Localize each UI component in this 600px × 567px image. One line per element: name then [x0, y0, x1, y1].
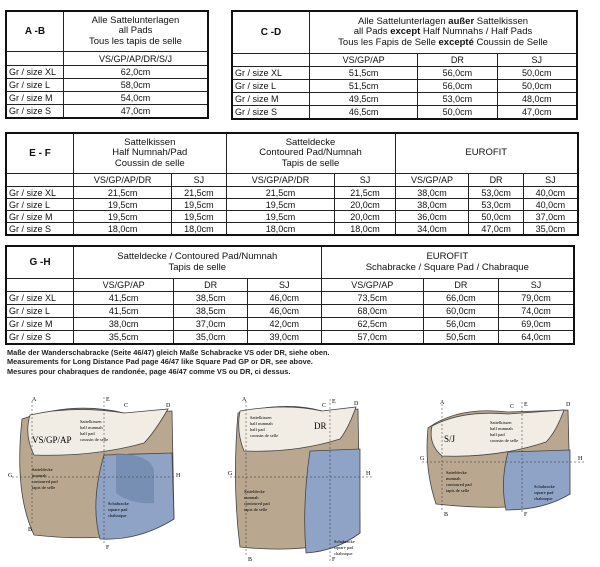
diagram-letter: A — [32, 397, 37, 403]
table-ab-header-line: Alle Sattelunterlagen — [91, 14, 180, 26]
size-label: Gr / size M — [7, 318, 74, 331]
value-cell: 68,0cm — [321, 305, 423, 318]
size-label: Gr / size M — [7, 92, 64, 105]
value-cell: 47,0cm — [64, 105, 208, 118]
group-line: EUROFIT — [426, 251, 469, 262]
table-cd-label: C -D — [233, 12, 310, 54]
value-cell: 38,0cm — [395, 199, 469, 211]
value-cell: 47,0cm — [497, 106, 576, 119]
diagram-letter: D — [354, 401, 359, 407]
size-label: Gr / size M — [7, 211, 74, 223]
contoured-pad-label: tapis de selle — [244, 507, 268, 512]
diagram-letter: F — [332, 557, 336, 563]
half-pad-label: Sattelkissen — [80, 419, 102, 424]
value-cell: 40,0cm — [523, 199, 577, 211]
contoured-pad-label: contoured pad — [446, 482, 472, 487]
half-pad-label: coussin de selle — [80, 437, 109, 442]
square-pad-label: chabraque — [334, 551, 353, 556]
group-line: Satteldecke — [285, 136, 336, 148]
contoured-pad-label: Satteldecke — [446, 470, 467, 475]
value-cell: 19,5cm — [74, 211, 172, 223]
table-gh-label: G -H — [7, 247, 74, 279]
group-line: Schabracke / Square Pad / Chabraque — [365, 261, 529, 273]
table-ab-header-line: all Pads — [118, 25, 153, 37]
value-cell: 46,5cm — [310, 106, 418, 119]
table-gh-group-header — [321, 247, 573, 279]
value-cell: 19,5cm — [172, 199, 226, 211]
diagram-letter: C — [322, 403, 327, 409]
value-cell: 20,0cm — [335, 211, 395, 223]
contoured-pad-label: numnah — [244, 495, 259, 500]
size-label: Gr / size L — [7, 199, 74, 211]
value-cell: 69,0cm — [498, 318, 573, 331]
value-cell: 62,5cm — [321, 318, 423, 331]
value-cell: 51,5cm — [310, 80, 418, 93]
table-ab-col: VS/GP/AP/DR/S/J — [64, 52, 208, 66]
value-cell: 53,0cm — [418, 93, 497, 106]
square-pad-label: chabraque — [534, 496, 553, 501]
table-cd-header — [310, 12, 577, 54]
value-cell: 37,0cm — [174, 318, 248, 331]
half-pad-label: half numnah — [490, 426, 513, 431]
col-header: VS/GP/AP — [395, 174, 469, 187]
square-pad-label: square pad — [334, 545, 354, 550]
value-cell: 18,0cm — [335, 223, 395, 235]
value-cell: 18,0cm — [74, 223, 172, 235]
diagram-letter: D — [566, 402, 571, 408]
table-ef-label: E - F — [7, 134, 74, 174]
value-cell: 38,0cm — [74, 318, 174, 331]
half-pad-label: coussin de selle — [250, 433, 279, 438]
half-pad-label: Sattelkissen — [250, 415, 272, 420]
value-cell: 54,0cm — [64, 92, 208, 105]
header-text: Sattelkissen — [474, 15, 529, 27]
header-bold: außer — [448, 15, 475, 27]
col-header: SJ — [523, 174, 577, 187]
square-pad-label: Schabracke — [108, 501, 129, 506]
square-pad-blue-shape — [305, 449, 360, 553]
table-gh-group-header — [74, 247, 322, 279]
diagram-letter: E — [106, 397, 110, 403]
diagram-letter: A — [440, 400, 445, 406]
value-cell: 38,5cm — [174, 305, 248, 318]
value-cell: 46,0cm — [247, 305, 321, 318]
size-label: Gr / size S — [233, 106, 310, 119]
value-cell: 41,5cm — [74, 292, 174, 305]
value-cell: 36,0cm — [395, 211, 469, 223]
value-cell: 50,5cm — [423, 331, 498, 344]
value-cell: 46,0cm — [247, 292, 321, 305]
half-pad-label: coussin de selle — [490, 438, 519, 443]
table-ef-group-header — [74, 134, 227, 174]
diagram-letter: G — [228, 471, 233, 477]
value-cell: 19,5cm — [226, 211, 335, 223]
table-ab-label: A -B — [7, 12, 64, 52]
value-cell: 21,5cm — [74, 187, 172, 199]
diagram-letter: B — [444, 512, 449, 518]
diagram-letter: F — [524, 512, 528, 518]
contoured-pad-label: tapis de selle — [446, 488, 470, 493]
table-ab-header-line: Tous les tapis de selle — [89, 35, 182, 47]
value-cell: 19,5cm — [172, 211, 226, 223]
group-line: Sattelkissen — [124, 136, 176, 148]
group-line: Tapis de selle — [281, 157, 340, 169]
table-ab-header — [64, 12, 208, 52]
value-cell: 34,0cm — [395, 223, 469, 235]
value-cell: 18,0cm — [172, 223, 226, 235]
value-cell: 53,0cm — [469, 199, 523, 211]
header-bold: except — [390, 26, 421, 38]
col-header: SJ — [498, 279, 573, 292]
value-cell: 56,0cm — [418, 67, 497, 80]
pad-model-title: S/J — [444, 434, 456, 444]
size-label: Gr / size L — [233, 80, 310, 93]
value-cell: 21,5cm — [172, 187, 226, 199]
square-pad-label: Schabracke — [334, 539, 355, 544]
diagram-letter: D — [166, 403, 171, 409]
half-pad-label: half numnah — [250, 421, 273, 426]
diagram-letter: H — [176, 473, 180, 479]
col-header: VS/GP/AP — [321, 279, 423, 292]
pad-diagram-sj — [418, 398, 588, 518]
size-label: Gr / size M — [233, 93, 310, 106]
diagram-letter: A — [242, 397, 247, 403]
value-cell: 40,0cm — [523, 187, 577, 199]
size-label: Gr / size XL — [7, 187, 74, 199]
value-cell: 20,0cm — [335, 199, 395, 211]
table-ef-group-header — [395, 134, 578, 174]
contoured-pad-label: numnah — [32, 473, 47, 478]
group-line: Satteldecke / Contoured Pad/Numnah — [117, 251, 278, 262]
table-gh — [6, 246, 574, 344]
group-line: EUROFIT — [465, 147, 508, 159]
value-cell: 38,0cm — [395, 187, 469, 199]
value-cell: 64,0cm — [498, 331, 573, 344]
size-label: Gr / size XL — [7, 66, 64, 79]
header-bold: excepté — [438, 36, 474, 48]
value-cell: 50,0cm — [497, 80, 576, 93]
value-cell: 35,0cm — [523, 223, 577, 235]
size-label: Gr / size S — [7, 223, 74, 235]
half-pad-label: half numnah — [80, 425, 103, 430]
size-label: Gr / size S — [7, 105, 64, 118]
col-header: VS/GP/AP — [74, 279, 174, 292]
diagram-letter: H — [366, 471, 371, 477]
value-cell: 38,5cm — [174, 292, 248, 305]
header-text: Alle Sattelunterlagen — [357, 15, 449, 27]
value-cell: 39,0cm — [247, 331, 321, 344]
value-cell: 62,0cm — [64, 66, 208, 79]
half-pad-label: half pad — [250, 427, 265, 432]
contoured-pad-label: Satteldecke — [32, 467, 53, 472]
square-pad-label: square pad — [534, 490, 554, 495]
table-cd — [232, 11, 577, 119]
value-cell: 19,5cm — [74, 199, 172, 211]
col-header: SJ — [247, 279, 321, 292]
value-cell: 79,0cm — [498, 292, 573, 305]
value-cell: 50,0cm — [469, 211, 523, 223]
pad-model-title: VS/GP/AP — [32, 435, 72, 445]
diagram-letter: F — [106, 545, 110, 551]
header-text: Coussin de Selle — [473, 36, 548, 48]
value-cell: 19,5cm — [226, 199, 335, 211]
diagram-letter: C — [124, 403, 129, 409]
value-cell: 56,0cm — [423, 318, 498, 331]
table-ef — [6, 133, 578, 235]
value-cell: 41,5cm — [74, 305, 174, 318]
value-cell: 35,0cm — [174, 331, 248, 344]
diagram-letter: B — [28, 527, 33, 533]
notes — [7, 348, 330, 376]
note-line: Maße der Wanderschabracke (Seite 46/47) gleich Maße Schabracke VS oder DR, siehe oben. — [7, 348, 330, 357]
value-cell: 57,0cm — [321, 331, 423, 344]
value-cell: 60,0cm — [423, 305, 498, 318]
value-cell: 58,0cm — [64, 79, 208, 92]
contoured-pad-label: contoured pad — [32, 479, 58, 484]
value-cell: 47,0cm — [469, 223, 523, 235]
size-label: Gr / size L — [7, 79, 64, 92]
group-line: Contoured Pad/Numnah — [259, 147, 362, 159]
value-cell: 50,0cm — [418, 106, 497, 119]
note-line: Measurements for Long Distance Pad page 46/47 like Square Pad GP or DR, see above. — [7, 357, 313, 367]
value-cell: 21,5cm — [335, 187, 395, 199]
col-header: SJ — [497, 54, 576, 67]
col-header: SJ — [172, 174, 226, 187]
size-label: Gr / size XL — [233, 67, 310, 80]
diagram-letter: G — [420, 456, 425, 462]
half-pad-label: half pad — [490, 432, 505, 437]
header-text: Tous les Fapis de Selle — [338, 36, 439, 48]
value-cell: 53,0cm — [469, 187, 523, 199]
diagram-letter: C — [510, 404, 515, 410]
diagram-letter: B — [248, 557, 253, 563]
value-cell: 50,0cm — [497, 67, 576, 80]
col-header: VS/GP/AP/DR — [74, 174, 172, 187]
diagram-letter: G — [8, 473, 13, 479]
col-header: DR — [418, 54, 497, 67]
value-cell: 66,0cm — [423, 292, 498, 305]
contoured-pad-label: tapis de selle — [32, 485, 56, 490]
value-cell: 73,5cm — [321, 292, 423, 305]
col-header: DR — [174, 279, 248, 292]
table-ef-group-header — [226, 134, 395, 174]
square-pad-label: chabraque — [108, 513, 127, 518]
square-pad-label: Schabracke — [534, 484, 555, 489]
contoured-pad-label: numnah — [446, 476, 461, 481]
half-pad-label: half pad — [80, 431, 95, 436]
contoured-pad-label: contoured pad — [244, 501, 270, 506]
size-label: Gr / size S — [7, 331, 74, 344]
value-cell: 42,0cm — [247, 318, 321, 331]
col-header: VS/GP/AP/DR — [226, 174, 335, 187]
diagram-letter: E — [332, 399, 336, 405]
col-header: DR — [423, 279, 498, 292]
table-ab — [6, 11, 208, 118]
col-header: VS/GP/AP — [310, 54, 418, 67]
value-cell: 35,5cm — [74, 331, 174, 344]
value-cell: 48,0cm — [497, 93, 576, 106]
value-cell: 51,5cm — [310, 67, 418, 80]
col-header: SJ — [335, 174, 395, 187]
half-pad-label: Sattelkissen — [490, 420, 512, 425]
group-line: Coussin de selle — [114, 157, 185, 169]
value-cell: 21,5cm — [226, 187, 335, 199]
diagram-letter: H — [578, 456, 583, 462]
size-label: Gr / size L — [7, 305, 74, 318]
square-pad-blue-shape — [503, 450, 570, 510]
diagram-letter: E — [524, 402, 528, 408]
note-line: Mesures pour chabraques de randonée, page 46/47 comme VS ou DR, ci dessus. — [7, 366, 291, 376]
pad-diagram-dr — [226, 395, 376, 565]
contoured-pad-label: Satteldecke — [244, 489, 265, 494]
group-line: Half Numnah/Pad — [112, 147, 188, 159]
size-label: Gr / size XL — [7, 292, 74, 305]
pad-model-title: DR — [314, 421, 327, 431]
value-cell: 56,0cm — [418, 80, 497, 93]
value-cell: 49,5cm — [310, 93, 418, 106]
value-cell: 18,0cm — [226, 223, 335, 235]
value-cell: 74,0cm — [498, 305, 573, 318]
pad-diagram-vs — [4, 393, 180, 553]
square-pad-label: square pad — [108, 507, 128, 512]
header-text: all Pads — [353, 26, 391, 38]
group-line: Tapis de selle — [168, 261, 227, 273]
header-text: Half Numnahs / Half Pads — [420, 26, 533, 38]
col-header: DR — [469, 174, 523, 187]
value-cell: 37,0cm — [523, 211, 577, 223]
